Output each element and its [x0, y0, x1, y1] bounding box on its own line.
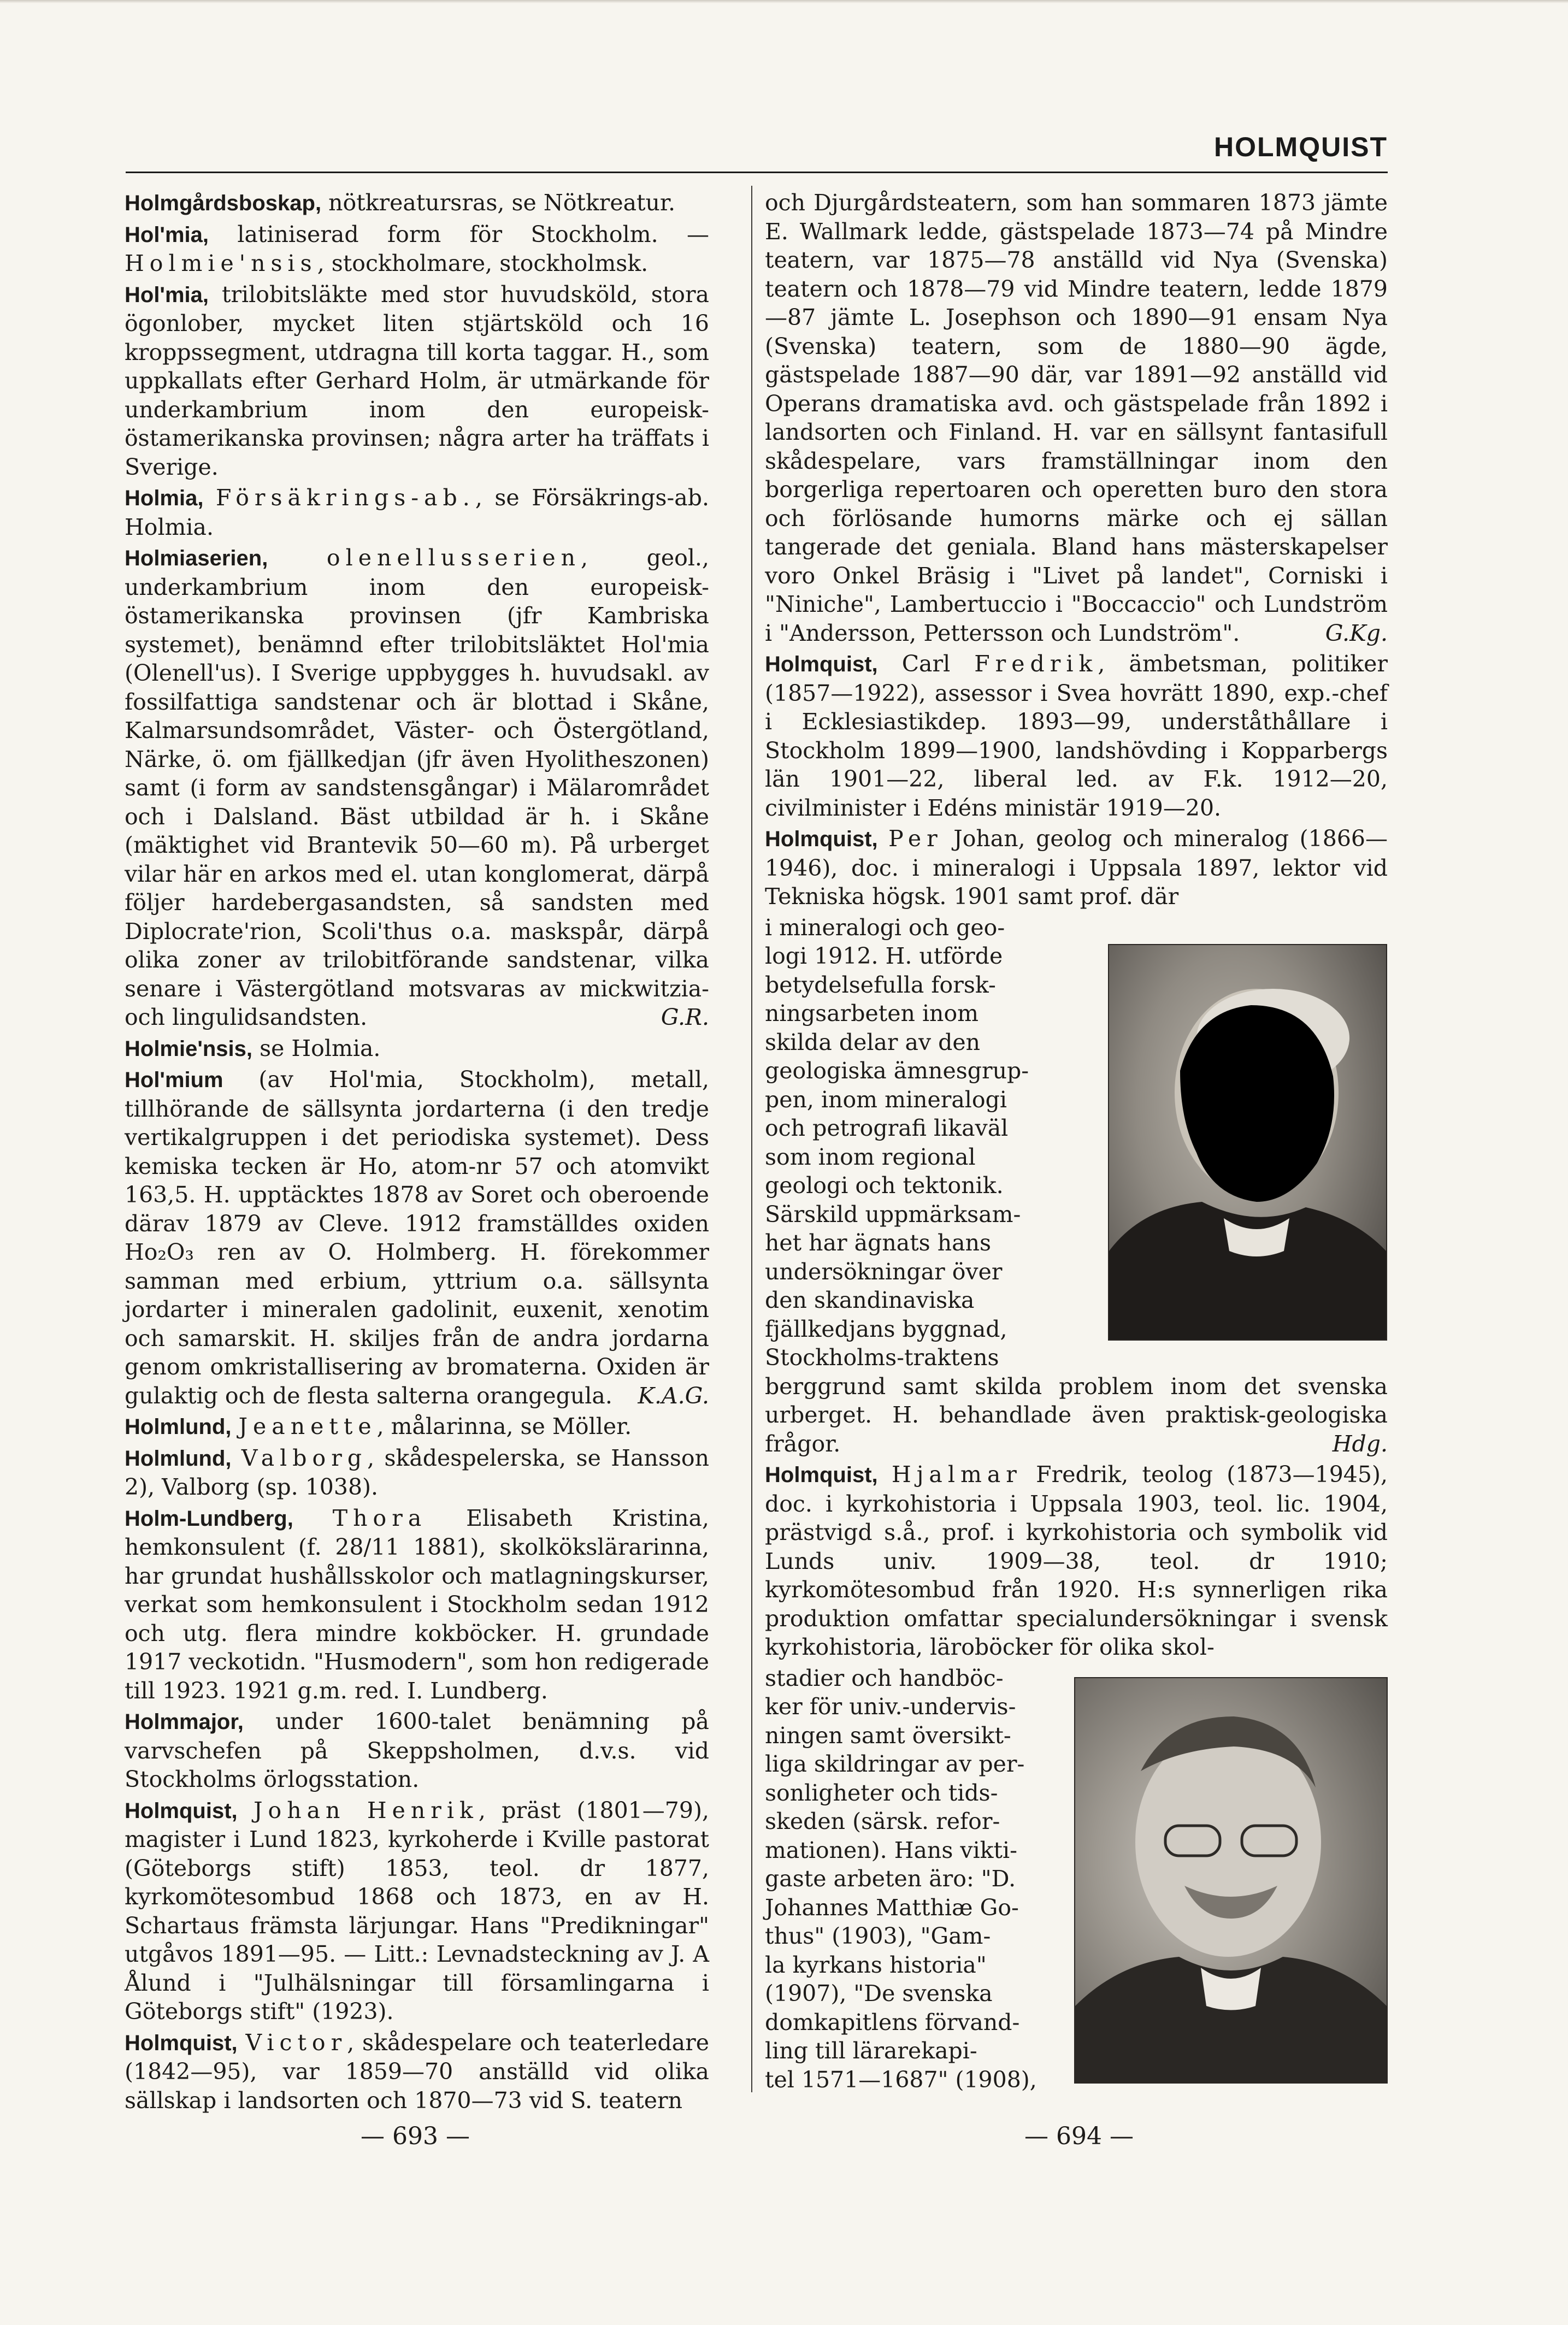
entry: [125, 1707, 709, 1794]
headword: Holmquist,: [765, 1463, 878, 1487]
entry-text: under 1600-talet benämning på varvschefen på Skeppsholmen, d.v.s. vid Stockholms örlogsstation.: [125, 1708, 709, 1792]
author-signature: K.A.G.: [638, 1382, 709, 1409]
headword: Holmie'nsis,: [125, 1036, 253, 1061]
entry-text: , präst (1801—79), magister i Lund 1823, kyrkoherde i Kville pastorat (Göteborgs stift) 1853, teol. dr 1877, kyrkomötesombud 1868 och 1873, en av H. Schartaus främsta lärjungar. Hans "Predikningar" utgåvos 1891—95. — Litt.: Levnadsteckning av J. A Ålund i "Julhälsningar till församlingarna i Göteborgs stift" (1923).: [125, 1797, 709, 2025]
entry-text: , skådespelerska, se Hansson 2), Valborg (sp. 1038).: [125, 1444, 709, 1500]
headword: Holmquist,: [125, 2031, 238, 2055]
wrapped-text-block: [765, 1664, 1060, 2094]
entry-text: Elisabeth Kristina, hemkonsulent (f. 28/11 1881), skolkökslärarinna, har grundat hushållsskolor och matlagningskurser, verkat som hemkonsulent i Stockholm sedan 1912 och utg. flera mindre kokböcker. H. grundade 1917 veckotidn. "Husmodern", som hon redigerade till 1923. 1921 g.m. red. I. Lundberg.: [125, 1504, 709, 1704]
headword: Hol'mia,: [125, 282, 209, 307]
entry-text: , stockholmare, stockholmsk.: [317, 250, 649, 276]
text-line: mationen). Hans vikti-: [765, 1837, 1017, 1863]
entry-text: berggrund samt skilda problem inom det svenska urberget. H. behandlade även praktisk-geologiska frågor.: [765, 1373, 1388, 1457]
entry-text: och Djurgårdsteatern, som han sommaren 1873 jämte E. Wallmark ledde, gästspelade 1873—74 på Mindre teatern, var 1875—78 anställd vid Nya (Svenska) teatern och 1878—79 vid Mindre teatern, ledde 1879—87 jämte L. Josephson och 1890—91 ensam Nya (Svenska) teatern, som de 1880—90 ägde, gästspelade 1887—90 där, var 1891—92 anställd vid Operans dramatiska avd. och gästspelade från 1892 i landsorten och Finland. H. var en sällsynt fantasifull skådespelare, vars framställningar inom den borgerliga repertoaren och operetten buro den stora och förlösande humorns märke och ej sällan tangerade det geniala. Bland hans mästerskapelser voro Onkel Bräsig i "Livet på landet", Corniski i "Niniche", Lambertuccio i "Boccaccio" och Lundström i "Andersson, Pettersson och Lundström".: [765, 190, 1388, 646]
entry-text: (av Hol'mia, Stockholm), metall, tillhörande de sällsynta jordarterna (i den tredje vertikalgruppen i det periodiska systemet). Dess kemiska tecken är Ho, atom-nr 57 och atomvikt 163,5. H. upptäcktes 1878 av Soret och oberoende därav 1879 av Cleve. 1912 framställdes oxiden Ho₂O₃ ren av O. Holmberg. H. förekommer samman med erbium, yttrium o.a. sällsynta jordarter i mineralen gadolinit, euxenit, xenotim och samarskit. H. skiljes från de andra jordarna genom omkristallisering av bromaterna. Oxiden är gulaktig och de flesta salterna orangegula.: [125, 1066, 709, 1409]
entry: [125, 483, 709, 541]
text-line: ningen samt översikt-: [765, 1722, 1011, 1749]
entry-text: Fredrik, teolog (1873—1945), doc. i kyrkohistoria i Uppsala 1903, teol. lic. 1904, prästvigd s.å., prof. i kyrkohistoria och symbolik vid Lunds univ. 1909—38, teol. dr 1910; kyrkomötesombud från 1920. H:s synnerligen rika produktion omfattar specialundersökningar i svensk kyrkohistoria, läroböcker för olika skol-: [765, 1461, 1388, 1660]
portrait-per-johan-holmquist: [1108, 944, 1387, 1341]
entry-text: [238, 1797, 254, 1824]
entry-text: , målarinna, se Möller.: [376, 1413, 632, 1439]
entry-text: trilobitsläkte med stor huvudsköld, stora ögonlober, mycket liten stjärtsköld och 16 kroppssegment, utdragna till korta taggar. H., som uppkallats efter Gerhard Holm, är utmärkande för underkambrium inom den europeisk-östamerikanska provinsen; några arter ha träffats i Sverige.: [125, 281, 709, 480]
text-line: gaste arbeten äro: "D.: [765, 1866, 1016, 1892]
text-line: het har ägnats hans: [765, 1230, 992, 1256]
entry: [125, 220, 709, 278]
entry-text: [878, 825, 889, 852]
text-line: Särskild uppmärksam-: [765, 1201, 1021, 1228]
page-number-left: — 693 —: [361, 2122, 470, 2150]
headword: Holmgårdsboskap,: [125, 191, 322, 215]
text-line: skilda delar av den: [765, 1029, 981, 1055]
entry: [125, 280, 709, 482]
entry: [125, 1444, 709, 1502]
text-line: logi 1912. H. utförde: [765, 943, 1003, 969]
text-line: stadier och handböc-: [765, 1665, 1004, 1691]
left-column: [125, 188, 709, 2117]
entry: [125, 1034, 709, 1064]
entry: [765, 650, 1388, 822]
author-signature: G.R.: [661, 1004, 709, 1030]
author-signature: Hdg.: [1332, 1430, 1388, 1457]
headword: Holmmajor,: [125, 1710, 244, 1734]
entry: [125, 1796, 709, 2026]
text-line: sonligheter och tids-: [765, 1779, 998, 1806]
headword: Holmquist,: [765, 827, 878, 851]
text-line: domkapitlens förvand-: [765, 2009, 1020, 2035]
entry-text: [232, 1413, 239, 1439]
spaced-name: olenellusserien: [326, 545, 581, 571]
entry: [125, 2028, 709, 2115]
headword: Holm-Lundberg,: [125, 1506, 293, 1531]
portrait-hjalmar-holmquist: [1074, 1677, 1388, 2084]
spaced-name: Johan Henrik: [254, 1797, 479, 1824]
wrapped-text-block: [765, 913, 1093, 1372]
headword: Hol'mium: [125, 1068, 223, 1092]
text-line: geologiska ämnesgrup-: [765, 1058, 1029, 1084]
text-line: som inom regional: [765, 1143, 976, 1170]
spaced-name: Valborg: [241, 1444, 368, 1471]
text-line: undersökningar över: [765, 1258, 1003, 1285]
text-line: ningsarbeten inom: [765, 1000, 979, 1026]
headword: Hol'mia,: [125, 222, 209, 247]
text-line: och petrografi likaväl: [765, 1115, 1009, 1141]
entry-text: Carl: [877, 651, 975, 677]
text-line: ling till lärarekapi-: [765, 2038, 977, 2064]
text-line: Johannes Matthiæ Go-: [765, 1894, 1019, 1921]
spaced-name: Thora: [332, 1504, 427, 1531]
entry-text: nötkreatursras, se Nötkreatur.: [321, 190, 676, 216]
entry: [765, 824, 1388, 911]
entry-text: , se Försäkrings-ab. Holmia.: [125, 485, 709, 540]
spaced-name: Fredrik: [974, 651, 1098, 677]
text-line: la kyrkans historia": [765, 1951, 987, 1978]
text-line: geologi och tektonik.: [765, 1172, 1004, 1199]
headword: Holmia,: [125, 486, 204, 510]
spaced-name: Victor: [245, 2029, 347, 2056]
text-line: tel 1571—1687" (1908),: [765, 2066, 1037, 2093]
entry: [125, 1412, 709, 1442]
text-line: liga skildringar av per-: [765, 1751, 1025, 1777]
running-title: HOLMQUIST: [1214, 132, 1388, 162]
page-edge: [0, 0, 1568, 3]
text-line: betydelsefulla forsk-: [765, 971, 996, 998]
headword: Holmiaserien,: [125, 546, 268, 570]
text-line: i mineralogi och geo-: [765, 914, 1005, 941]
portrait-drawing: [1109, 945, 1386, 1339]
entry: [765, 188, 1388, 647]
spaced-name: Försäkrings-ab.: [216, 485, 475, 511]
entry-text: [238, 2029, 246, 2056]
entry-text: latiniserad form för Stockholm. —: [208, 221, 709, 247]
entry: [765, 1372, 1388, 1459]
entry: [125, 1065, 709, 1410]
entry: [125, 544, 709, 1032]
spaced-name: Per: [888, 825, 943, 852]
entry: [765, 1460, 1388, 1662]
portrait-drawing: [1075, 1678, 1387, 2082]
entry-text: , ämbetsman, politiker (1857—1922), assessor i Svea hovrätt 1890, exp.-chef i Ecklesiastikdep. 1893—99, underståthållare i Stockholm 1899—1900, landshövding i Kopparbergs län 1901—22, liberal led. av F.k. 1912—20, civilminister i Edéns ministär 1919—20.: [765, 651, 1388, 821]
entry: [125, 188, 709, 218]
page-number-right: — 694 —: [1024, 2122, 1134, 2150]
entry-text: se Holmia.: [252, 1035, 381, 1061]
text-line: Stockholms-traktens: [765, 1344, 999, 1371]
headword: Holmlund,: [125, 1415, 232, 1439]
headword: Holmquist,: [765, 652, 878, 676]
headword: Holmquist,: [125, 1798, 238, 1823]
entry-text: [293, 1505, 333, 1531]
entry-text: Johan, geolog och mineralog (1866—1946), doc. i mineralogi i Uppsala 1897, lektor vid Tekniska högsk. 1901 samt prof. där: [765, 825, 1388, 910]
author-signature: G.Kg.: [1325, 619, 1388, 646]
entry-text: [203, 485, 216, 511]
text-line: fjällkedjans byggnad,: [765, 1315, 1007, 1342]
headword: Holmlund,: [125, 1446, 232, 1471]
entry-text: [232, 1445, 241, 1471]
spaced-name: Jeanette: [238, 1413, 377, 1439]
text-line: (1907), "De svenska: [765, 1980, 993, 2007]
text-line: ker för univ.-undervis-: [765, 1693, 1016, 1720]
spaced-name: Holmie'nsis: [125, 250, 317, 276]
spaced-name: Hjalmar: [891, 1461, 1022, 1488]
entry-text: [878, 1461, 892, 1488]
entry-text: [268, 545, 327, 571]
text-line: thus" (1903), "Gam-: [765, 1923, 991, 1949]
text-line: pen, inom mineralogi: [765, 1086, 1007, 1113]
header-rule: [126, 172, 1388, 173]
entry-text: , geol., underkambrium inom den europeisk-östamerikanska provinsen (jfr Kambriska systemet), benämnd efter trilobitsläktet Hol'mia (Olenell'us). I Sverige uppbygges h. huvudsakl. av fossilfattiga sandstenar och är blottad i Skåne, Kalmarsundsområdet, Väster- och Östergötland, Närke, ö. om fjällkedjan (jfr även Hyolitheszonen) samt (i form av sandstensgångar) i Mälarområdet och i Dalsland. Bäst utbildad är h. i Skåne (mäktighet vid Brantevik 50—60 m). På urberget vilar här en arkos med el. utan konglomerat, därpå följer hardebergasandsten, så sandsten med Diplocrate'rion, Scoli'thus o.a. maskspår, därpå olika zoner av trilobitförande sandstenar, vilka senare i Västergötland motsvaras av mickwitzia- och lingulidsandsten.: [125, 545, 709, 1030]
text-line: skeden (särsk. refor-: [765, 1808, 1000, 1834]
text-line: den skandinaviska: [765, 1287, 975, 1313]
column-divider: [751, 186, 752, 2092]
entry: [125, 1504, 709, 1706]
entry-text: , skådespelare och teaterledare (1842—95), var 1859—70 anställd vid olika sällskap i landsorten och 1870—73 vid S. teatern: [125, 2029, 709, 2114]
